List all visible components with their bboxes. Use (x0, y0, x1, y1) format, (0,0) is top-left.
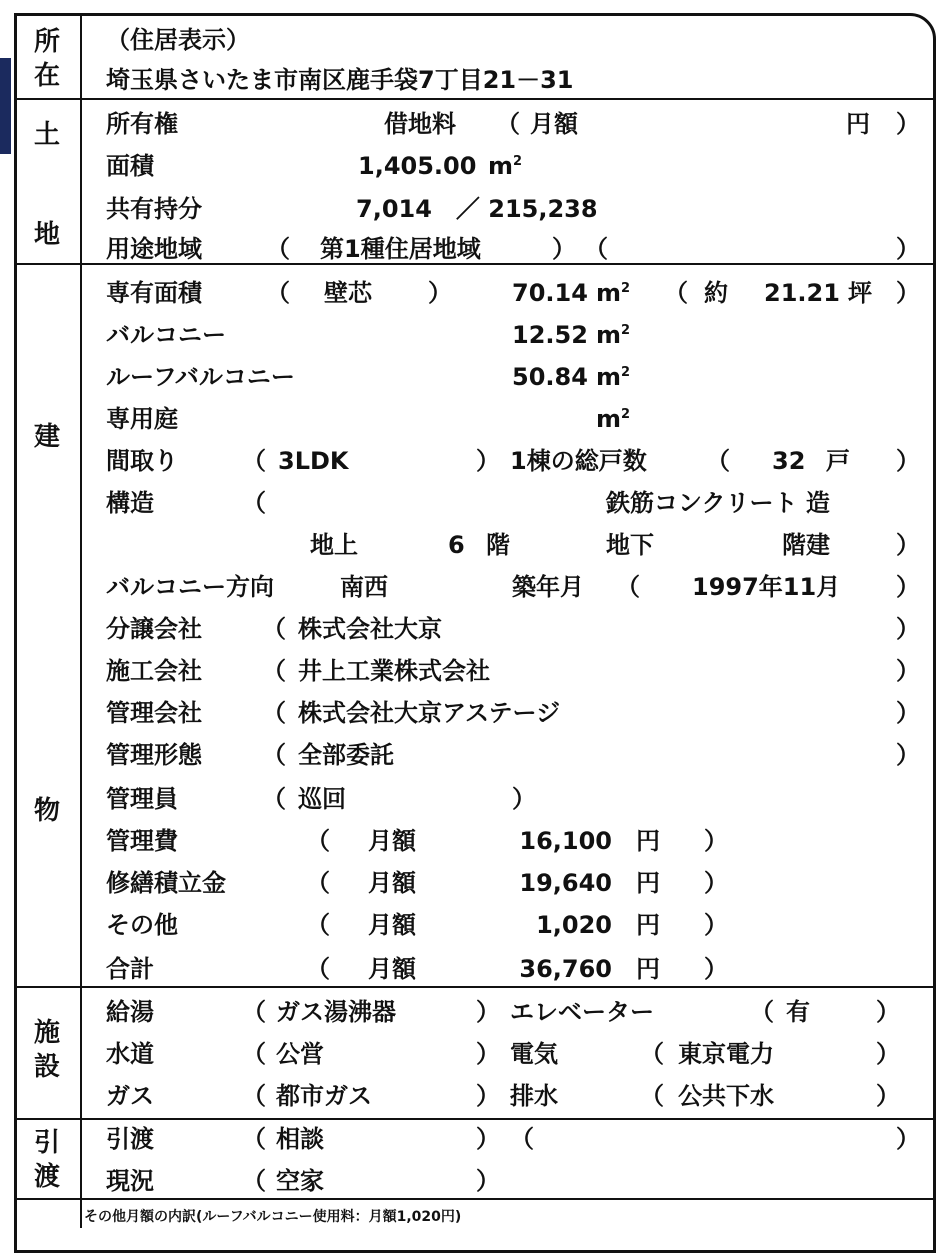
water-value: 公営 (276, 1040, 324, 1068)
staff-label: 管理員 (106, 785, 178, 813)
builder-label: 施工会社 (106, 657, 202, 685)
divider-building (14, 986, 936, 988)
mgmt-type-value: 全部委託 (298, 741, 394, 769)
land-area-label: 面積 (106, 152, 154, 180)
section-facilities: 施 設 (33, 1018, 60, 1082)
exclusive-area-value: 70.14 (512, 279, 588, 307)
elevator-value: 有 (786, 998, 810, 1026)
seller-label: 分譲会社 (106, 615, 202, 643)
exclusive-area-label: 専有面積 (106, 279, 202, 307)
land-share-label: 共有持分 (106, 195, 202, 223)
status-value: 空家 (276, 1167, 324, 1195)
drain-value: 公共下水 (678, 1082, 774, 1110)
handover-label: 引渡 (106, 1125, 154, 1153)
floors-value: 6 (448, 531, 465, 559)
repair-value: 19,640 (519, 869, 612, 897)
land-ownership: 所有権 (106, 110, 178, 138)
direction-label: バルコニー方向 (106, 573, 274, 601)
builder-value: 井上工業株式会社 (298, 657, 490, 685)
water-label: 水道 (106, 1040, 154, 1068)
fee-label: 管理費 (106, 827, 178, 855)
other-value: 1,020 (536, 911, 612, 939)
built-value: 1997年11月 (692, 573, 841, 601)
layout-value: 3LDK (278, 447, 349, 475)
gas-value: 都市ガス (276, 1082, 372, 1110)
hotwater-label: 給湯 (106, 998, 154, 1026)
fee-value: 16,100 (519, 827, 612, 855)
repair-label: 修繕積立金 (106, 869, 226, 897)
electric-value: 東京電力 (678, 1040, 774, 1068)
land-area-value: 1,405.00 (358, 152, 477, 180)
address-caption: （住居表示） (106, 26, 250, 54)
elevator-label: エレベーター (510, 998, 654, 1026)
built-label: 築年月 (512, 573, 584, 601)
private-garden-label: 専用庭 (106, 405, 178, 433)
manager-label: 管理会社 (106, 699, 202, 727)
total-value: 36,760 (519, 955, 612, 983)
divider-facilities (14, 1118, 936, 1120)
divider-handover (14, 1198, 936, 1200)
other-label: その他 (106, 911, 178, 939)
address-value: 埼玉県さいたま市南区鹿手袋7丁目21－31 (106, 66, 574, 94)
divider-location (14, 98, 936, 100)
section-land: 土 地 (33, 120, 60, 250)
land-zone-value: 第1種住居地域 (320, 235, 481, 263)
section-handover: 引 渡 (33, 1128, 60, 1192)
units-label: 1棟の総戸数 (510, 447, 647, 475)
manager-value: 株式会社大京アステージ (298, 699, 561, 727)
electric-label: 電気 (510, 1040, 558, 1068)
seller-value: 株式会社大京 (298, 615, 442, 643)
staff-value: 巡回 (298, 785, 346, 813)
hotwater-value: ガス湯沸器 (276, 998, 396, 1026)
direction-value: 南西 (340, 573, 388, 601)
side-tab (0, 58, 11, 154)
gas-label: ガス (106, 1082, 154, 1110)
balcony-value: 12.52 (512, 321, 588, 349)
divider-land (14, 263, 936, 265)
structure-label: 構造 (106, 489, 154, 517)
status-label: 現況 (106, 1167, 154, 1195)
roof-balcony-label: ルーフバルコニー (106, 363, 295, 391)
land-zone-label: 用途地域 (106, 235, 202, 263)
total-label: 合計 (106, 955, 154, 983)
section-location: 所 在 (33, 27, 60, 91)
tsubo-value: 21.21 (764, 279, 840, 307)
structure-value: 鉄筋コンクリート 造 (606, 489, 830, 517)
mgmt-type-label: 管理形態 (106, 741, 202, 769)
units-value: 32 (772, 447, 806, 475)
roof-balcony-value: 50.84 (512, 363, 588, 391)
section-building: 建 物 (33, 422, 60, 826)
layout-label: 間取り (106, 447, 178, 475)
handover-value: 相談 (276, 1125, 324, 1153)
balcony-label: バルコニー (106, 321, 226, 349)
land-share-value: 7,014 ／ 215,238 (356, 195, 598, 223)
land-rent-label: 借地料 (384, 110, 456, 138)
other-fee-note: その他月額の内訳(ルーフバルコニー使用料：月額1,020円) (84, 1209, 462, 1225)
drain-label: 排水 (510, 1082, 558, 1110)
